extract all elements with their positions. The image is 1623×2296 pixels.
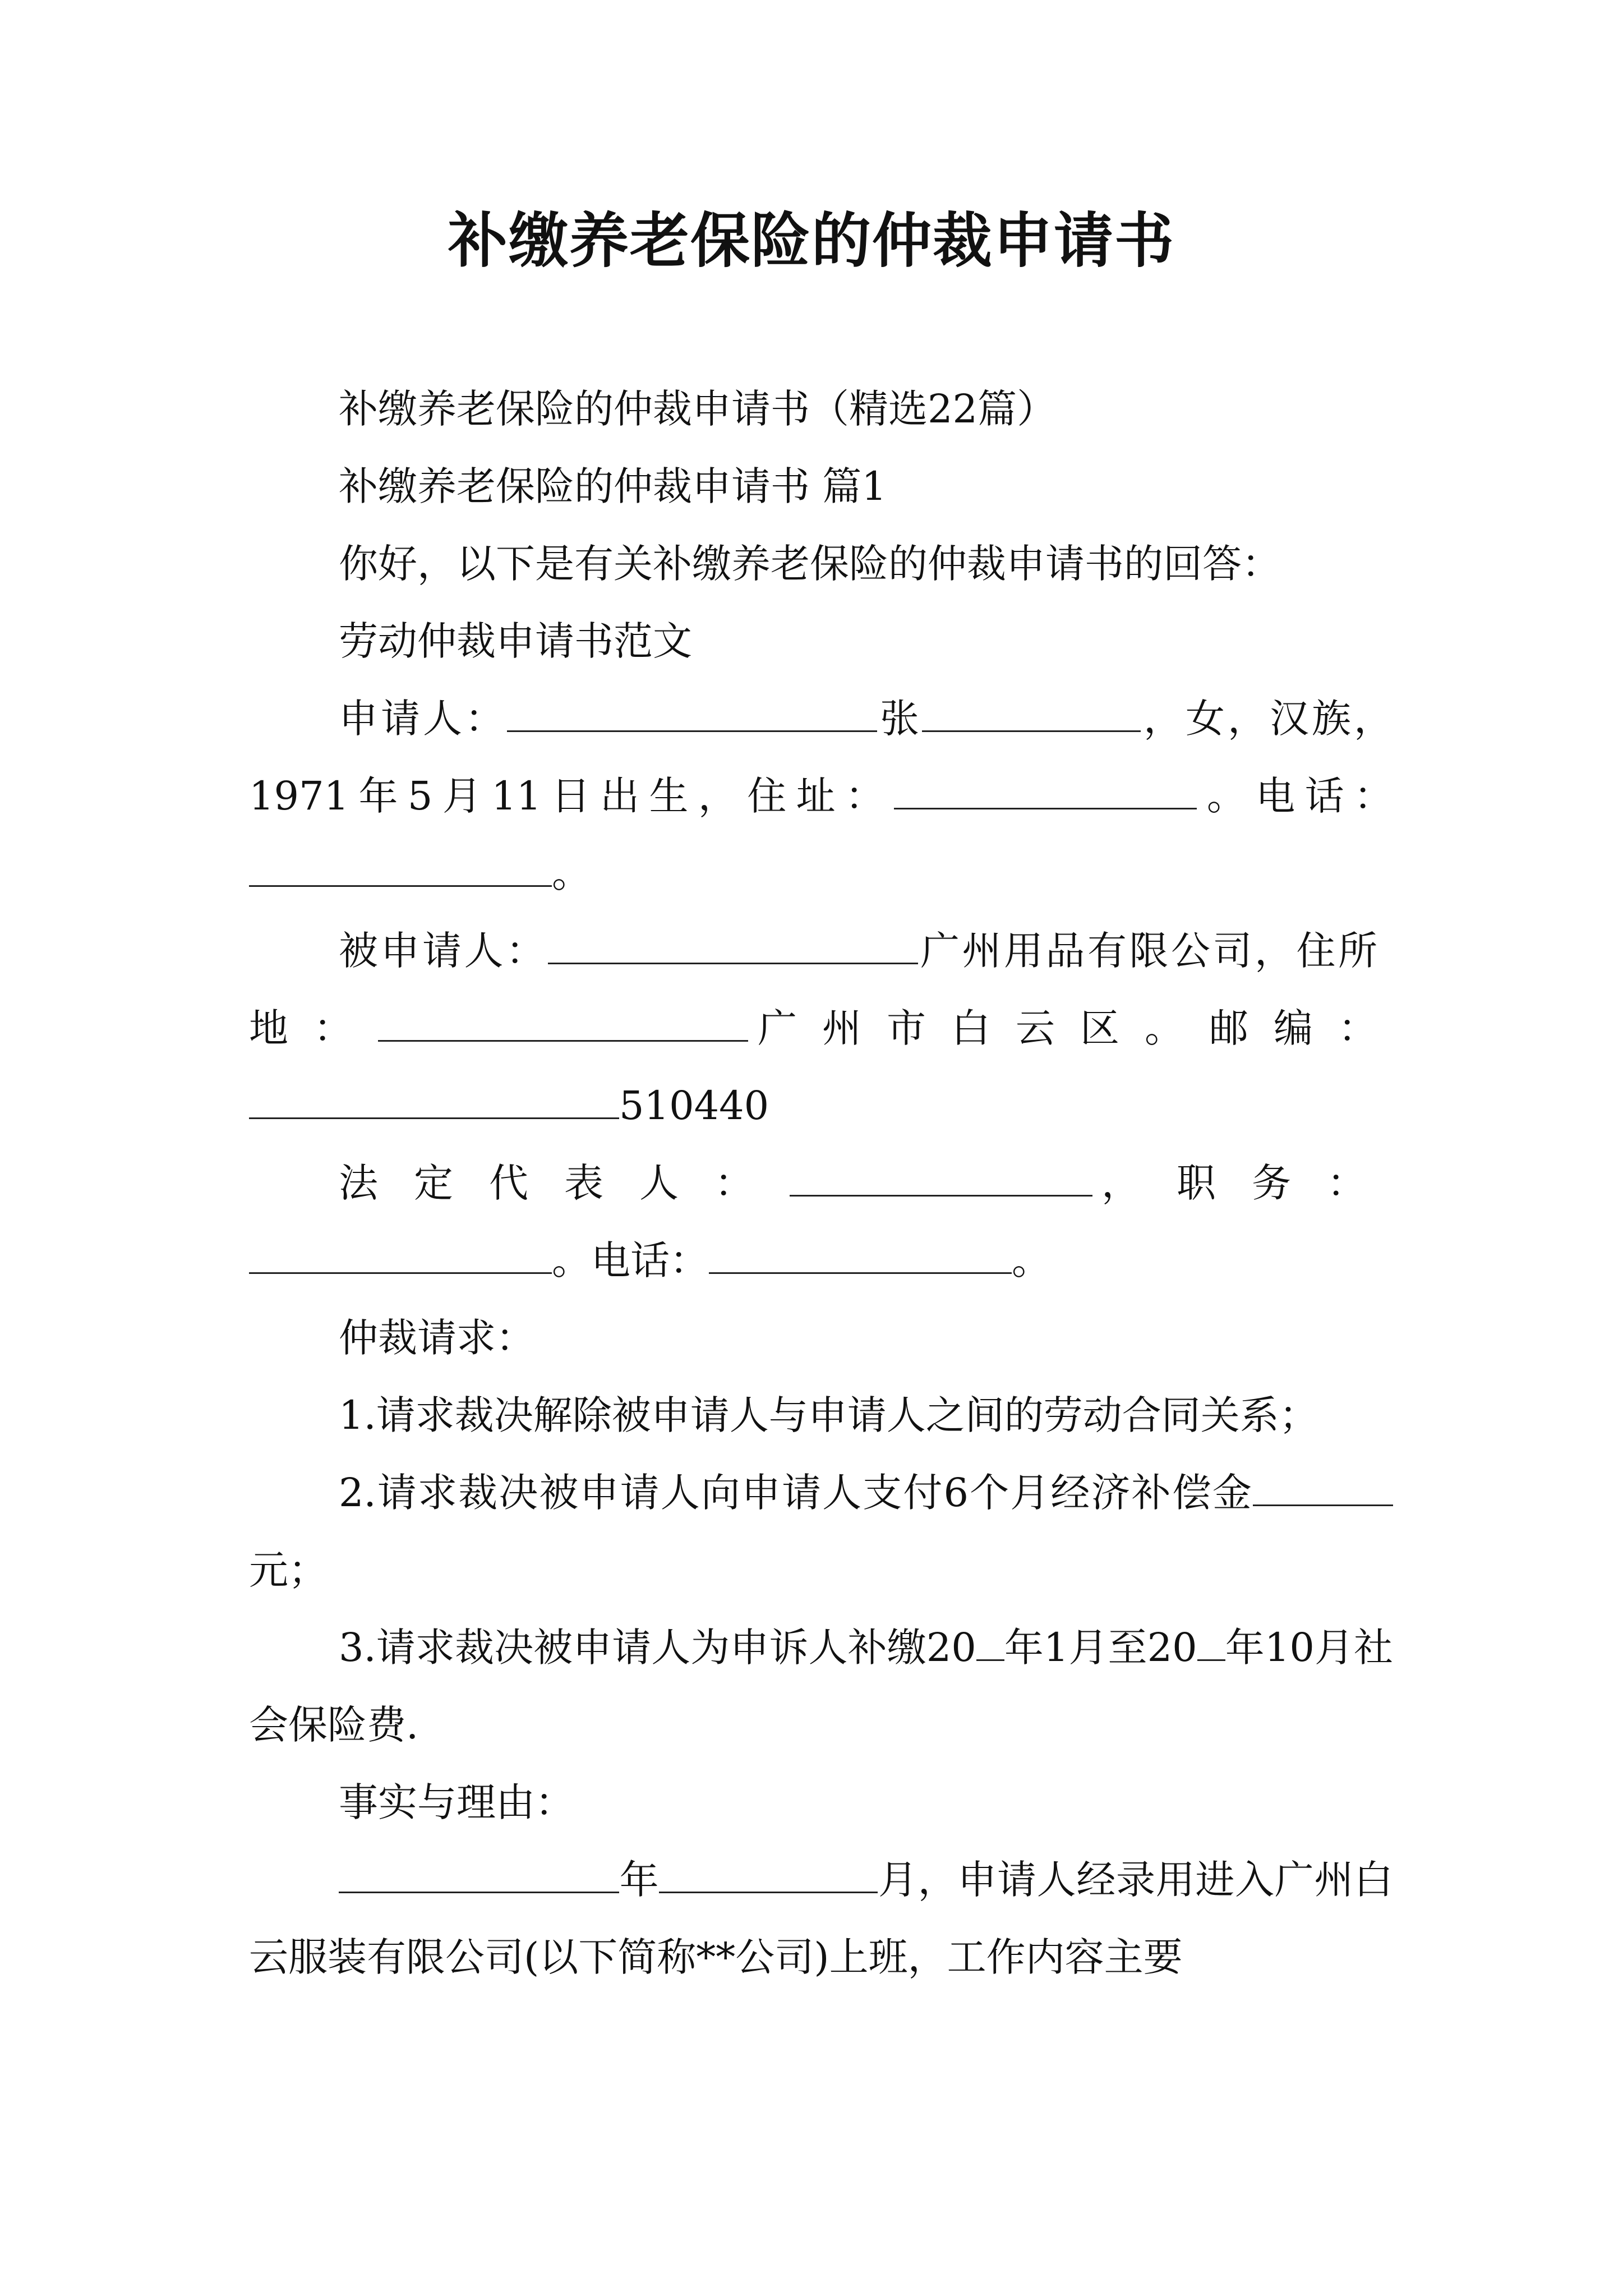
respondent-postcode: 510440 [619,1083,769,1129]
paragraph-claim-2 [249,1454,1393,1609]
legal-rep-label: 法定代表人： [339,1160,790,1206]
paragraph-claims-title: 仲裁请求： [339,1315,535,1361]
claim-3-text: 3.请求裁决被申请人为申诉人补缴20 [339,1625,976,1671]
facts-year: 年 [619,1857,660,1903]
blank-line [249,1239,552,1274]
blank-line [507,697,877,732]
blank-line [249,1084,619,1119]
paragraph-claim-1 [249,1377,1393,1454]
claim-3-text-mid: 年1月至20 [1004,1625,1197,1671]
paragraph-legal-representative [249,1144,1393,1299]
paragraph-facts [249,1841,1393,1996]
blank-line [548,929,918,964]
blank-line [249,852,552,887]
paragraph-claim-3 [249,1609,1393,1764]
blank-line [378,1006,748,1042]
applicant-phone-label: 。电话： [1197,773,1393,819]
paragraph-applicant [249,680,1393,912]
legal-rep-end: 。 [1012,1237,1051,1283]
paragraph-sample-title: 劳动仲裁申请书范文 [339,618,692,664]
respondent-company: 广州用品有限公司，住 [917,928,1338,974]
paragraph-subtitle: 补缴养老保险的仲裁申请书（精选22篇） [339,386,1057,432]
blank-line [659,1858,878,1893]
claim-1-text: 1.请求裁决解除被申请人与申请人之间的劳动合同关 [339,1392,1240,1438]
blank-line [976,1626,1004,1661]
blank-line [339,1858,619,1893]
blank-line [1197,1626,1225,1661]
blank-line [709,1239,1012,1274]
applicant-label: 申请人： [339,696,507,742]
document-body [249,370,1393,1996]
applicant-name: 张 [877,696,922,742]
blank-line [790,1161,1092,1197]
respondent-address: 广州市白云区。邮编： [748,1005,1393,1051]
respondent-label: 被申请人： [339,928,548,974]
facts-line-2: 州白云服装有限公司(以下简称**公司)上班，工作内容主要 [249,1857,1394,1980]
applicant-birth: 1971年5月11日出生，住址： [249,773,895,819]
paragraph-respondent [249,912,1393,1144]
blank-line [1253,1471,1393,1506]
legal-rep-phone-label: 。电话： [552,1237,709,1283]
paragraph-section-heading: 补缴养老保险的仲裁申请书 篇1 [339,463,887,509]
applicant-info: ，女，汉族， [1141,696,1393,742]
applicant-end: 。 [552,850,591,896]
claim-2-text-end: 元； [249,1547,328,1593]
blank-line [922,697,1141,732]
blank-line [894,774,1197,809]
legal-rep-duty-label: ，职务： [1092,1160,1393,1206]
document-title: 补缴养老保险的仲裁申请书 [448,206,1175,275]
facts-month: 月，申请人经录用进入广 [878,1857,1315,1903]
claim-3-text-end: 年10月社会保险费. [249,1625,1394,1748]
paragraph-facts-title: 事实与理由： [339,1779,574,1825]
claim-2-text: 2.请求裁决被申请人向申请人支付6个月经济补偿金 [339,1470,1253,1516]
paragraph-intro: 你好，以下是有关补缴养老保险的仲裁申请书的回答： [339,541,1281,587]
claim-1-text-end: 系； [1239,1392,1318,1438]
respondent-address-label: 所地： [249,928,1393,1051]
